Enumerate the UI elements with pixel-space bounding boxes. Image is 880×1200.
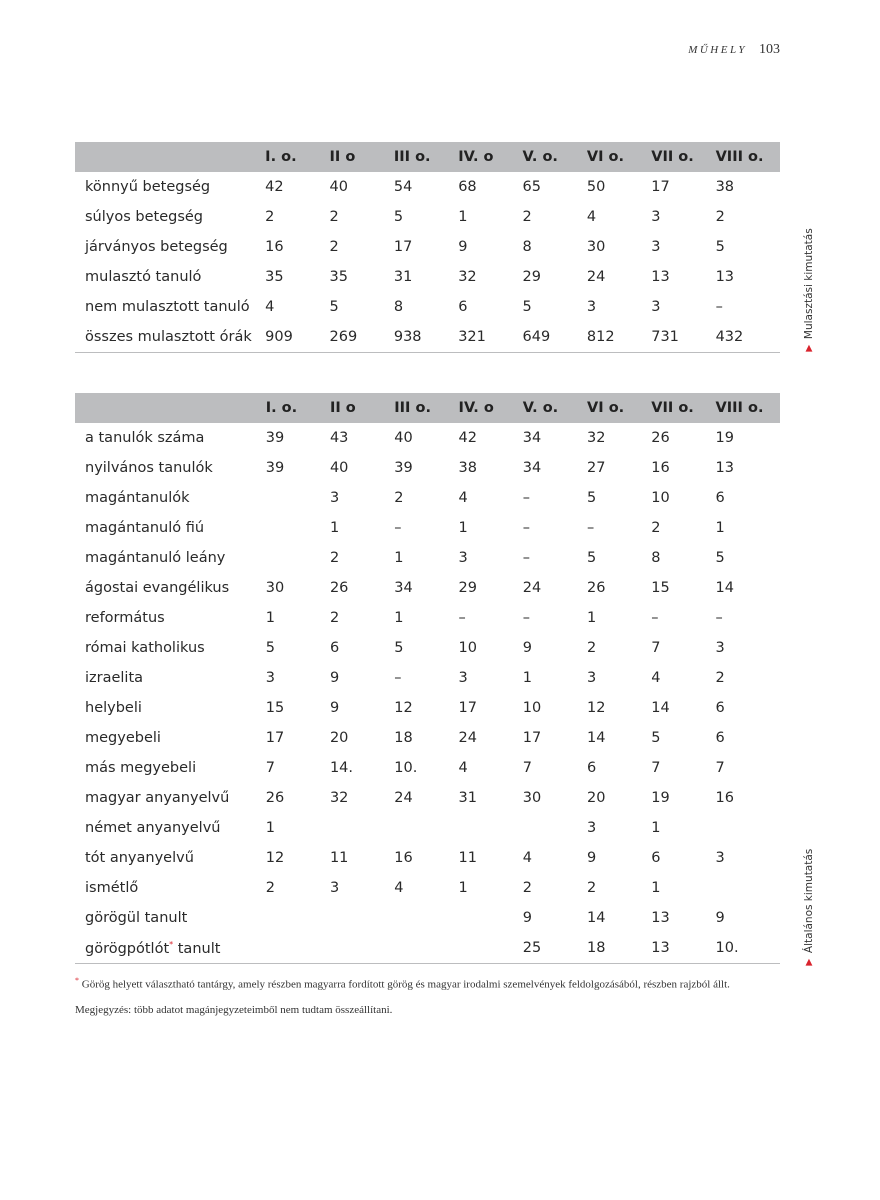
cell-value: 2 (265, 880, 275, 896)
cell-value: 7 (651, 640, 661, 656)
side-label-text: Mulasztási kimutatás (803, 228, 815, 340)
cell-value: 1 (458, 520, 468, 536)
cell-value: 5 (265, 640, 275, 656)
row-label-part: görögpótlót (85, 940, 170, 957)
cell-value: 4 (651, 670, 661, 686)
cell-value: 32 (329, 790, 349, 806)
footnote-text: Görög helyett választható tantárgy, amely részben magyarra fordított görög és magyar irodalmi szemelvények feldolgozásából, részben rajzból állt. (81, 978, 730, 991)
cell-value: 13 (651, 933, 715, 964)
cell-value: 12 (394, 700, 413, 716)
cell-value: 12 (265, 850, 285, 866)
cell-value: 1 (715, 520, 725, 536)
table-row (75, 633, 780, 663)
cell-value: 2 (715, 209, 725, 225)
table-row (75, 453, 780, 483)
cell-value: 24 (522, 580, 542, 596)
cell-value: – (522, 610, 531, 626)
cell-value: 68 (458, 179, 477, 195)
cell-value: 11 (458, 850, 477, 866)
cell-value: 3 (329, 880, 340, 896)
cell-value: 269 (330, 322, 394, 353)
cell-value (459, 813, 523, 843)
cell-value: 3 (587, 670, 597, 686)
cell-value: 3 (715, 850, 725, 866)
cell-value: 8 (522, 239, 532, 255)
cell-value: 39 (265, 460, 285, 476)
table-header-row (75, 142, 780, 172)
table-body (75, 423, 780, 964)
cell-value: 1 (587, 610, 597, 626)
cell-value: 26 (587, 580, 606, 596)
cell-value: 16 (265, 239, 284, 255)
cell-value (266, 903, 330, 933)
cell-value: 9 (522, 910, 533, 926)
cell-value: 14 (715, 580, 734, 596)
cell-value: 10. (394, 760, 418, 776)
running-head (688, 42, 780, 58)
cell-value: 5 (394, 640, 404, 656)
cell-value: 25 (523, 933, 587, 964)
table-row (75, 813, 780, 843)
cell-value: 3 (586, 299, 597, 315)
cell-value (459, 903, 523, 933)
cell-value: 17 (265, 730, 285, 746)
cell-value: 20 (587, 790, 606, 806)
cell-value (716, 873, 780, 903)
column-header: VIII o. (716, 393, 780, 423)
cell-value: 5 (651, 730, 661, 746)
cell-value: 2 (715, 670, 725, 686)
cell-value: 731 (651, 322, 715, 353)
cell-value: 27 (587, 460, 606, 476)
absence-table (75, 142, 780, 353)
cell-value: 1 (265, 610, 275, 626)
column-header: II o (330, 142, 394, 172)
cell-value: 32 (458, 269, 477, 285)
cell-value (330, 813, 394, 843)
cell-value: 9 (329, 670, 340, 686)
table-row (75, 693, 780, 723)
row-label: más megyebeli (85, 760, 197, 776)
table-row (75, 573, 780, 603)
table-row (75, 232, 780, 262)
cell-value: 42 (265, 179, 284, 195)
side-label-text: Általános kimutatás (803, 848, 815, 954)
row-label: nyilvános tanulók (85, 460, 213, 476)
cell-value: 7 (522, 760, 533, 776)
row-label: ágostai evangélikus (85, 580, 230, 596)
cell-value (394, 933, 458, 964)
row-label (75, 933, 266, 964)
cell-value: 24 (586, 269, 606, 285)
cell-value: 3 (458, 670, 468, 686)
row-label: mulasztó tanuló (85, 269, 202, 285)
column-header: VII o. (651, 393, 715, 423)
cell-value: 34 (394, 580, 413, 596)
cell-value: 54 (393, 179, 413, 195)
cell-value: 29 (458, 580, 477, 596)
cell-value: 30 (586, 239, 606, 255)
table-row (75, 543, 780, 573)
cell-value: 38 (458, 460, 477, 476)
cell-value (394, 903, 458, 933)
cell-value: 7 (651, 760, 661, 776)
footnote-remark (75, 1004, 795, 1016)
cell-value: – (458, 610, 466, 626)
cell-value: – (522, 550, 531, 566)
cell-value: 3 (265, 670, 275, 686)
cell-value: 7 (715, 760, 725, 776)
cell-value: 2 (522, 880, 533, 896)
cell-value: 39 (394, 460, 413, 476)
table-row (75, 933, 780, 964)
table-row (75, 723, 780, 753)
column-header: VI o. (587, 142, 651, 172)
column-header: V. o. (523, 393, 587, 423)
cell-value: 8 (393, 299, 404, 315)
cell-value: 9 (587, 850, 597, 866)
row-label-part: tanult (173, 940, 221, 957)
cell-value: 43 (329, 430, 349, 446)
cell-value: 31 (458, 790, 477, 806)
cell-value: 9 (458, 239, 468, 255)
row-label: református (85, 610, 165, 626)
cell-value: 34 (522, 460, 542, 476)
cell-value: 6 (715, 490, 725, 506)
cell-value: 2 (329, 550, 340, 566)
cell-value: 13 (715, 269, 735, 285)
table-row (75, 843, 780, 873)
cell-value: 30 (522, 790, 542, 806)
table-row (75, 663, 780, 693)
row-label: magyar anyanyelvű (85, 790, 230, 806)
cell-value: 14 (651, 700, 670, 716)
cell-value: – (587, 520, 595, 536)
cell-value: 19 (651, 790, 670, 806)
cell-value: 2 (587, 880, 597, 896)
cell-value: 2 (651, 520, 661, 536)
footnote-greek (75, 976, 795, 991)
cell-value: 42 (458, 430, 477, 446)
column-header: III o. (394, 142, 458, 172)
cell-value: 1 (329, 520, 340, 536)
cell-value: 14 (587, 730, 606, 746)
cell-value: 4 (458, 490, 468, 506)
table-body (75, 172, 780, 353)
cell-value: 50 (586, 179, 606, 195)
cell-value: 649 (523, 322, 587, 353)
cell-value: 5 (587, 550, 597, 566)
row-label: helybeli (85, 700, 142, 716)
column-header: VII o. (651, 142, 715, 172)
cell-value: 909 (265, 322, 329, 353)
cell-value: 6 (715, 730, 725, 746)
column-header: VIII o. (716, 142, 780, 172)
cell-value: – (394, 520, 402, 536)
cell-value: 9 (715, 910, 725, 926)
cell-value: 6 (715, 700, 725, 716)
general-table (75, 393, 780, 964)
cell-value: 5 (715, 550, 725, 566)
cell-value: 2 (329, 209, 339, 225)
cell-value: 11 (329, 850, 349, 866)
cell-value: 2 (329, 610, 340, 626)
cell-value (330, 903, 394, 933)
cell-value: 20 (329, 730, 349, 746)
remark-text: Megjegyzés: több adatot magánjegyzeteimből nem tudtam összeállítani. (75, 1004, 393, 1016)
cell-value: 3 (715, 640, 725, 656)
cell-value: 38 (715, 179, 735, 195)
table-row (75, 753, 780, 783)
side-label-absence (803, 228, 815, 352)
cell-value: 17 (651, 179, 670, 195)
cell-value: 4 (394, 880, 404, 896)
cell-value: – (651, 610, 659, 626)
cell-value: 26 (329, 580, 349, 596)
cell-value (266, 513, 330, 543)
cell-value: 29 (522, 269, 541, 285)
cell-value: 14 (587, 910, 606, 926)
cell-value: 6 (329, 640, 340, 656)
cell-value: 1 (458, 880, 468, 896)
cell-value (266, 933, 330, 964)
cell-value: 40 (394, 430, 413, 446)
cell-value: 32 (587, 430, 606, 446)
cell-value: 812 (587, 322, 651, 353)
cell-value (266, 543, 330, 573)
cell-value: 6 (458, 299, 468, 315)
cell-value: 16 (394, 850, 413, 866)
column-header: III o. (394, 393, 458, 423)
cell-value: 7 (265, 760, 275, 776)
table-row (75, 483, 780, 513)
cell-value: 3 (651, 239, 661, 255)
cell-value (716, 813, 780, 843)
cell-value: 10 (651, 490, 670, 506)
table-header-row (75, 393, 780, 423)
cell-value: – (394, 670, 402, 686)
side-label-general (803, 849, 815, 966)
cell-value: 15 (651, 580, 670, 596)
footnote-asterisk: * (75, 976, 79, 985)
cell-value: 18 (394, 730, 413, 746)
row-label: nem mulasztott tanuló (85, 299, 250, 315)
cell-value: 1 (458, 209, 468, 225)
table-row (75, 262, 780, 292)
cell-value: 4 (265, 299, 275, 315)
cell-value (394, 813, 458, 843)
cell-value: 432 (716, 322, 780, 353)
cell-value: 9 (522, 640, 533, 656)
cell-value: 1 (651, 820, 661, 836)
row-label: magántanulók (85, 490, 190, 506)
cell-value: 40 (329, 460, 349, 476)
cell-value: 6 (587, 760, 597, 776)
cell-value: 16 (715, 790, 734, 806)
cell-value: 8 (651, 550, 661, 566)
cell-value: 19 (715, 430, 734, 446)
row-label: tót anyanyelvű (85, 850, 194, 866)
cell-value: 10 (522, 700, 542, 716)
table-row (75, 513, 780, 543)
cell-value: – (522, 490, 531, 506)
row-label: magántanuló fiú (85, 520, 205, 536)
cell-value: 5 (587, 490, 597, 506)
cell-value: 5 (522, 299, 532, 315)
column-header: IV. o (458, 142, 522, 172)
cell-value: 6 (651, 850, 661, 866)
cell-value: 65 (522, 179, 541, 195)
cell-value: 13 (715, 460, 734, 476)
row-label: ismétlő (85, 880, 139, 896)
cell-value (330, 933, 394, 964)
cell-value: 15 (265, 700, 285, 716)
cell-value: 321 (458, 322, 522, 353)
row-label: összes mulasztott órák (75, 322, 265, 353)
table-row (75, 322, 780, 353)
cell-value: 1 (394, 550, 404, 566)
cell-value: 1 (394, 610, 404, 626)
cell-value: 17 (522, 730, 542, 746)
cell-value: 17 (458, 700, 477, 716)
cell-value: 10 (458, 640, 477, 656)
cell-value: 2 (587, 640, 597, 656)
cell-value: 31 (393, 269, 413, 285)
table-row (75, 783, 780, 813)
cell-value: 5 (715, 239, 725, 255)
cell-value: 24 (394, 790, 413, 806)
cell-value: 34 (522, 430, 542, 446)
cell-value: – (715, 610, 723, 626)
triangle-marker-icon: ▲ (805, 957, 813, 968)
cell-value: 13 (651, 269, 670, 285)
cell-value: 35 (265, 269, 284, 285)
cell-value: 5 (329, 299, 339, 315)
cell-value: 2 (394, 490, 404, 506)
row-label: járványos betegség (85, 239, 228, 255)
cell-value: 4 (522, 850, 533, 866)
cell-value: 17 (393, 239, 413, 255)
header-empty-cell (75, 393, 266, 423)
row-label: görögül tanult (85, 910, 188, 926)
cell-value: 26 (265, 790, 285, 806)
cell-value: – (522, 520, 531, 536)
column-header: I. o. (266, 393, 330, 423)
cell-value (459, 933, 523, 964)
cell-value (266, 483, 330, 513)
cell-value: 938 (394, 322, 458, 353)
cell-value: 5 (393, 209, 404, 225)
cell-value: 40 (329, 179, 348, 195)
triangle-marker-icon: ▲ (805, 343, 813, 354)
cell-value: – (715, 299, 723, 315)
cell-value: 1 (522, 670, 533, 686)
cell-value: 39 (265, 430, 285, 446)
column-header: II o (330, 393, 394, 423)
cell-value: 12 (587, 700, 606, 716)
cell-value: 1 (265, 820, 275, 836)
table-row (75, 903, 780, 933)
table-row (75, 873, 780, 903)
cell-value: 18 (587, 933, 651, 964)
cell-value: 2 (522, 209, 532, 225)
page-number: 103 (759, 42, 780, 57)
cell-value: 3 (329, 490, 340, 506)
column-header: I. o. (265, 142, 329, 172)
column-header: VI o. (587, 393, 651, 423)
table-row (75, 292, 780, 322)
table-row (75, 172, 780, 202)
row-label: német anyanyelvű (85, 820, 221, 836)
cell-value: 30 (265, 580, 285, 596)
footnote-marker: * (169, 939, 174, 949)
table-row (75, 202, 780, 232)
cell-value: 3 (651, 299, 661, 315)
row-label: római katholikus (85, 640, 205, 656)
table-row (75, 423, 780, 453)
cell-value: 2 (329, 239, 339, 255)
cell-value: 1 (651, 880, 661, 896)
cell-value: 3 (587, 820, 597, 836)
header-empty-cell (75, 142, 265, 172)
cell-value (523, 813, 587, 843)
section-title: MŰHELY (688, 44, 747, 56)
cell-value: 16 (651, 460, 670, 476)
cell-value: 2 (265, 209, 275, 225)
row-label: megyebeli (85, 730, 161, 746)
cell-value: 4 (586, 209, 597, 225)
cell-value: 14. (329, 760, 354, 776)
cell-value: 24 (458, 730, 477, 746)
cell-value: 10. (716, 933, 780, 964)
cell-value: 9 (329, 700, 340, 716)
row-label: súlyos betegség (85, 209, 204, 225)
row-label: könnyű betegség (85, 179, 211, 195)
row-label: a tanulók száma (85, 430, 205, 446)
cell-value: 3 (458, 550, 468, 566)
cell-value: 3 (651, 209, 661, 225)
row-label: magántanuló leány (85, 550, 226, 566)
cell-value: 4 (458, 760, 468, 776)
column-header: IV. o (459, 393, 523, 423)
row-label: izraelita (85, 670, 144, 686)
table-row (75, 603, 780, 633)
cell-value: 13 (651, 910, 670, 926)
column-header: V. o. (523, 142, 587, 172)
cell-value: 26 (651, 430, 670, 446)
cell-value: 35 (329, 269, 348, 285)
